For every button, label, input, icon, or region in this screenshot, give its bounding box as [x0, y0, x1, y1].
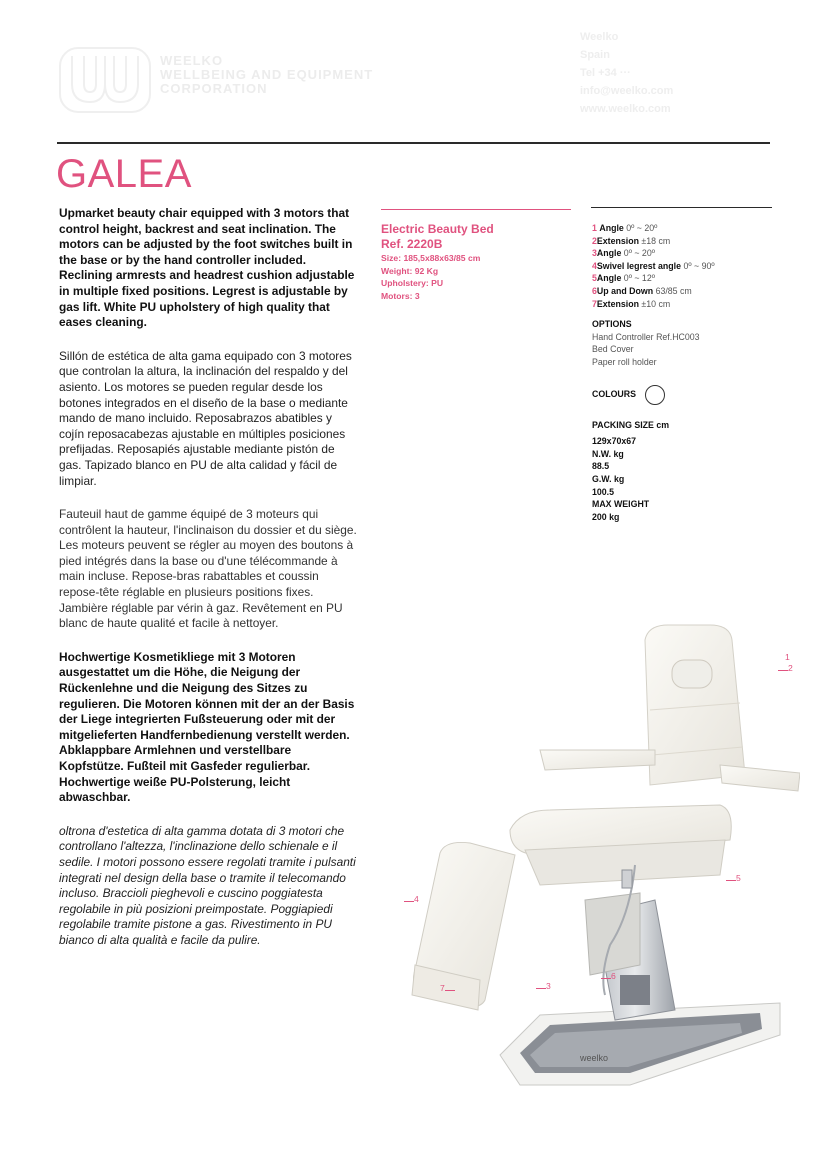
options-heading: OPTIONS — [592, 319, 632, 330]
option-name: Hand Controller — [592, 331, 654, 342]
feature-value: 63/85 cm — [655, 285, 692, 296]
feature-name: Angle — [596, 273, 622, 284]
brand-line: CORPORATION — [160, 81, 268, 96]
spec-upholstery: Upholstery: PU — [381, 278, 444, 288]
feature-list — [592, 222, 772, 310]
brand-line: WEELKO — [160, 53, 224, 68]
feature-number: 7 — [592, 298, 597, 309]
contact-line: www.weelko.com — [580, 103, 671, 115]
callout-5: 5 — [726, 873, 741, 883]
feature-item — [592, 222, 772, 235]
option-name: Bed Cover — [592, 344, 634, 355]
features-column — [592, 222, 772, 523]
description-italian: oltrona d'estetica di alta gamma dotata di 3 motori che controllano l'altezza, l'inclinazione dello schienale e il sedile. I motori possono essere regolati tramite i pulsanti integrati nel design della base o tramite il telecomando incluso. Braccioli pieghevoli e cuscino poggiatesta regolabile in più posizioni preimpostate. Poggiapiedi regolabile tramite pistone a gas. Rivestimento in PU bianco di alta qualità e facile da pulire. — [59, 823, 356, 947]
feature-number: 3 — [592, 248, 597, 259]
feature-number: 6 — [592, 285, 597, 296]
brand-line: WELLBEING AND EQUIPMENT — [160, 67, 374, 82]
brand-logo — [58, 44, 374, 114]
spec-size: Size: 185,5x88x63/85 cm — [381, 253, 481, 263]
feature-item — [592, 272, 772, 285]
feature-name: Extension — [596, 298, 639, 309]
description-column — [59, 206, 359, 967]
colours-row — [592, 383, 772, 407]
packing-line: G.W. kg — [592, 473, 625, 484]
beauty-chair-illustration — [400, 615, 800, 1095]
contact-line: Spain — [580, 49, 610, 61]
callout-2: 2 — [778, 663, 793, 673]
brand-contact — [580, 28, 673, 118]
feature-value: ±10 cm — [641, 298, 671, 309]
callout-3: 3 — [536, 981, 551, 991]
option-item — [592, 331, 772, 344]
feature-number: 5 — [592, 273, 597, 284]
feature-name: Angle — [596, 248, 622, 259]
spec-motors: Motors: 3 — [381, 290, 420, 301]
feature-item — [592, 298, 772, 311]
packing-line: MAX WEIGHT — [592, 499, 650, 510]
option-item — [592, 356, 772, 369]
callout-4: 4 — [404, 894, 419, 904]
feature-number: 2 — [592, 235, 597, 246]
feature-item — [592, 260, 772, 273]
features-divider — [591, 207, 772, 208]
feature-item — [592, 247, 772, 260]
header-divider — [57, 142, 770, 144]
feature-name: Up and Down — [596, 285, 654, 296]
description-german: Hochwertige Kosmetikliege mit 3 Motoren ausgestattet um die Höhe, die Neigung der Rückenlehne und die Neigung des Sitzes zu regulieren. Die Motoren können mit der an der Basis der Liege integrierten Fußsteuerung oder mit der mitgelieferten Handfernbedienung verstellt werden. Abklappbare Armlehnen und verstellbare Kopfstütze. Fußteil mit Gasfeder regulierbar. Hochwertige weiße PU-Polsterung, leicht abwaschbar. — [59, 649, 355, 805]
colours-heading: COLOURS — [592, 389, 636, 400]
feature-value: 0º ~ 12º — [623, 273, 655, 284]
feature-item — [592, 235, 772, 248]
feature-number: 4 — [592, 260, 597, 271]
product-title: GALEA — [56, 152, 192, 196]
feature-item — [592, 285, 772, 298]
description-spanish: Sillón de estética de alta gama equipado con 3 motores que controlan la altura, la inclinación del respaldo y del asiento. Los motores se pueden regular desde los botones integrados en el diseño de la base o mediante mando de mano incluido. Reposabrazos abatibles y cojín reposacabezas ajustable en múltiples posiciones prefijadas. Reposapiés ajustable mediante pistón de gas. Tapizado blanco en PU de alta calidad y fácil de limpiar. — [59, 348, 352, 488]
packing-line: 129x70x67 — [592, 436, 637, 447]
contact-line: Tel +34 ··· — [580, 67, 631, 79]
description-french: Fauteuil haut de gamme équipé de 3 moteurs qui contrôlent la hauteur, l'inclinaison du dossier et du siège. Les moteurs peuvent se régler au moyen des boutons à pied intégrés dans la base ou d'une télécommande à main incluse. Repose-bras rabattables et coussin repose-tête réglable en plusieurs positions fixes. Jambière réglable par vérin à gaz. Revêtement en PU blanc de haute qualité et facile à nettoyer. — [59, 507, 357, 631]
callout-7: 7 — [440, 983, 455, 993]
feature-value: ±18 cm — [641, 235, 671, 246]
spec-weight: Weight: 92 Kg — [381, 265, 439, 276]
feature-name: Angle — [599, 223, 624, 233]
product-reference: Ref. 2220B — [381, 237, 443, 251]
product-category: Electric Beauty Bed — [381, 222, 494, 236]
callout-6: 6 — [601, 971, 616, 981]
option-detail: Ref.HC003 — [656, 331, 700, 342]
feature-name: Extension — [596, 235, 639, 246]
packing-section — [592, 419, 772, 524]
packing-line: 88.5 — [592, 461, 610, 472]
description-english: Upmarket beauty chair equipped with 3 motors that control height, backrest and seat inclination. The motors can be adjusted by the foot switches built in the base or by the hand controller included. Reclining armrests and headrest cushion adjustable in multiple fixed positions. Legrest is adjustable by gas lift. White PU upholstery of high quality that eases cleaning. — [59, 206, 355, 330]
packing-heading: PACKING SIZE cm — [592, 419, 670, 430]
brand-mark-icon — [58, 44, 153, 114]
contact-line: info@weelko.com — [580, 85, 674, 97]
specs-column — [381, 222, 571, 302]
option-item — [592, 343, 772, 356]
packing-line: 100.5 — [592, 486, 615, 497]
feature-number: 1 — [592, 223, 597, 233]
feature-value: 0º ~ 20º — [623, 248, 655, 259]
contact-line: Weelko — [580, 31, 619, 43]
specs-divider — [381, 209, 571, 210]
packing-line: N.W. kg — [592, 448, 624, 459]
option-name: Paper roll holder — [592, 356, 657, 367]
brand-logo-text — [160, 54, 373, 96]
white-colour-swatch — [645, 385, 665, 405]
packing-line: 200 kg — [592, 511, 620, 522]
callout-1: 1 — [785, 652, 790, 662]
feature-value: 0º ~ 90º — [683, 260, 715, 271]
feature-value: 0º ~ 20º — [626, 223, 658, 233]
chair-brand-label: weelko — [580, 1053, 609, 1063]
feature-name: Swivel legrest angle — [596, 260, 682, 271]
